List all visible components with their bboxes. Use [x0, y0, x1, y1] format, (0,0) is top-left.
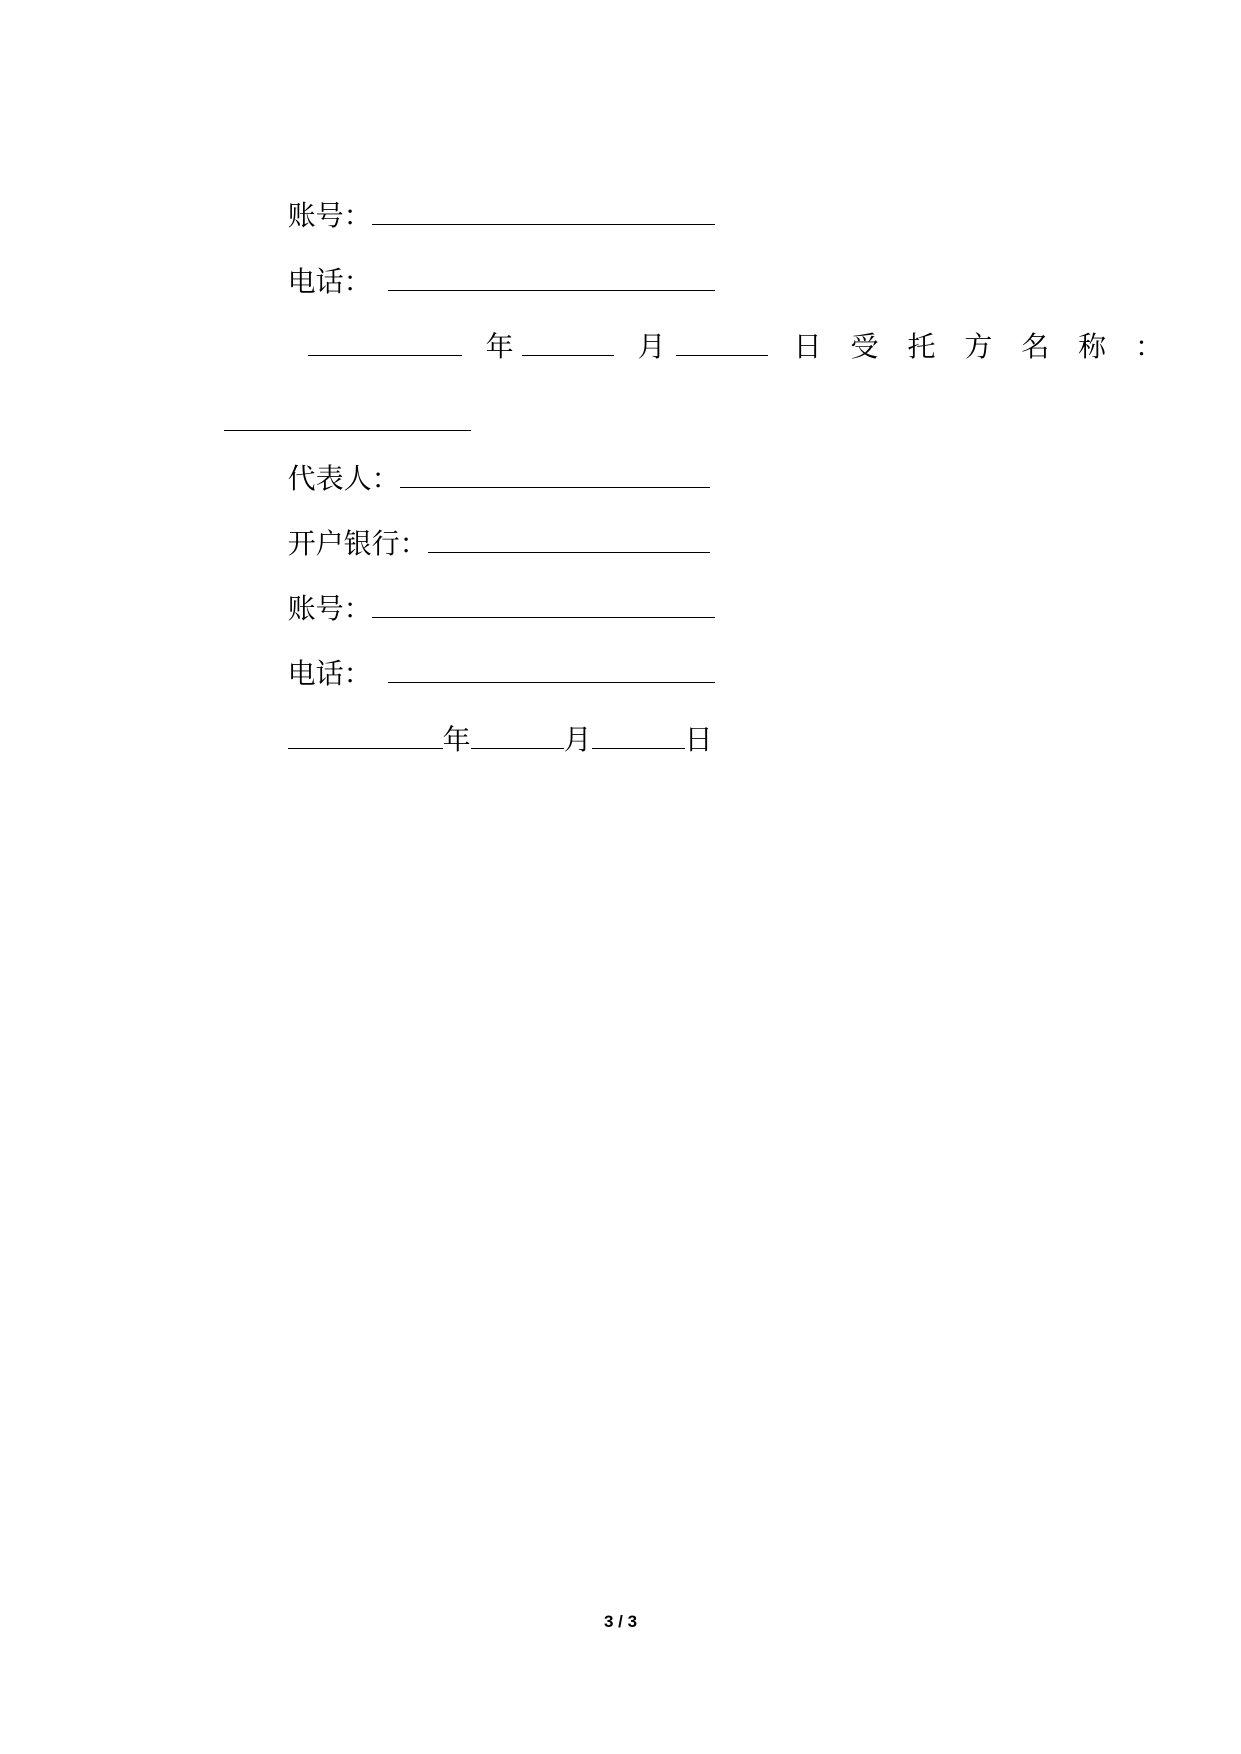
account-blank-2 [372, 593, 715, 618]
account-blank [372, 200, 715, 225]
month-label: 月 [637, 330, 666, 363]
date-line-2 [252, 686, 713, 794]
day-blank-2 [592, 724, 685, 749]
month-blank-2 [471, 724, 564, 749]
account-label: 账号： [287, 199, 372, 232]
phone-label-2: 电话： [287, 657, 372, 690]
phone-blank-2 [388, 658, 715, 683]
year-label-2: 年 [442, 723, 471, 756]
year-blank [308, 331, 462, 356]
entrusted-name-label: 日 受 托 方 名 称 ： [793, 330, 1174, 363]
phone-blank [388, 266, 715, 291]
page-number: 3 / 3 [603, 1612, 638, 1631]
year-blank-2 [288, 724, 443, 749]
month-blank [522, 331, 614, 356]
year-label: 年 [485, 330, 514, 363]
representative-label: 代表人： [287, 462, 400, 495]
phone-label: 电话： [287, 265, 372, 298]
account-label-2: 账号： [287, 592, 372, 625]
day-label-2: 日 [684, 723, 713, 756]
bank-label: 开户银行： [287, 527, 428, 560]
day-blank [676, 331, 768, 356]
bank-blank [428, 528, 710, 553]
month-label-2: 月 [563, 723, 592, 756]
representative-blank [400, 463, 710, 488]
